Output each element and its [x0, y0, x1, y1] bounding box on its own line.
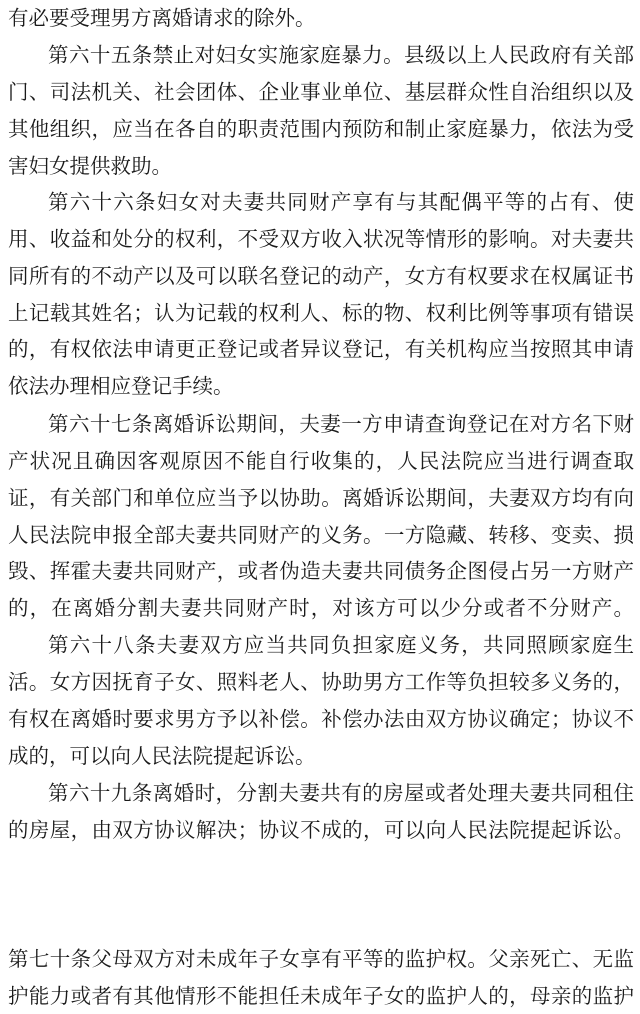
text-line: 活。女方因抚育子女、照料老人、协助男方工作等负担较多义务的， [8, 669, 634, 694]
text-line: 毁、挥霍夫妻共同财产，或者伪造夫妻共同债务企图侵占另一方财产 [8, 559, 634, 584]
text-line: 第六十八条夫妻双方应当共同负担家庭义务，共同照顾家庭生 [48, 633, 634, 657]
text-line: 的房屋，由双方协议解决；协议不成的，可以向人民法院提起诉讼。 [8, 817, 634, 842]
text-line: 上记载其姓名；认为记载的权利人、标的物、权利比例等事项有错误 [8, 300, 634, 325]
text-line: 门、司法机关、社会团体、企业事业单位、基层群众性自治组织以及 [8, 79, 634, 104]
text-line: 证，有关部门和单位应当予以协助。离婚诉讼期间，夫妻双方均有向 [8, 485, 634, 510]
text-line: 害妇女提供救助。 [8, 153, 172, 178]
paragraph-article-64-continuation [0, 0, 640, 37]
text-line: 第七十条父母双方对未成年子女享有平等的监护权。父亲死亡、无监 [8, 947, 634, 971]
paragraph-article-65 [0, 37, 640, 184]
text-line: 第六十九条离婚时，分割夫妻共有的房屋或者处理夫妻共同租住 [48, 781, 634, 805]
text-line: 同所有的不动产以及可以联名登记的动产，女方有权要求在权属证书 [8, 263, 634, 288]
text-line: 有权在离婚时要求男方予以补偿。补偿办法由双方协议确定；协议不 [8, 706, 634, 731]
text-line: 第六十五条禁止对妇女实施家庭暴力。县级以上人民政府有关部 [48, 43, 634, 67]
text-line: 其他组织，应当在各自的职责范围内预防和制止家庭暴力，依法为受 [8, 116, 634, 141]
text-line: 有必要受理男方离婚请求的除外。 [8, 6, 316, 30]
paragraph-article-69 [0, 775, 640, 849]
text-line: 护能力或者有其他情形不能担任未成年子女的监护人的，母亲的监护 [8, 983, 634, 1008]
text-line: 成的，可以向人民法院提起诉讼。 [8, 743, 316, 768]
text-line: 人民法院申报全部夫妻共同财产的义务。一方隐藏、转移、变卖、损 [8, 522, 634, 547]
paragraph-article-66 [0, 184, 640, 405]
text-line: 的，在离婚分割夫妻共同财产时，对该方可以少分或者不分财产。 [8, 596, 634, 621]
paragraph-article-67 [0, 406, 640, 627]
paragraph-article-70 [0, 941, 640, 1014]
text-line: 第六十七条离婚诉讼期间，夫妻一方申请查询登记在对方名下财 [48, 412, 634, 436]
text-line: 第六十六条妇女对夫妻共同财产享有与其配偶平等的占有、使 [48, 190, 634, 214]
text-line: 用、收益和处分的权利，不受双方收入状况等情形的影响。对夫妻共 [8, 226, 634, 251]
text-line: 的，有权依法申请更正登记或者异议登记，有关机构应当按照其申请 [8, 337, 634, 362]
text-line: 产状况且确因客观原因不能自行收集的，人民法院应当进行调查取 [8, 448, 634, 473]
paragraph-article-68 [0, 627, 640, 774]
text-line: 依法办理相应登记手续。 [8, 374, 234, 399]
